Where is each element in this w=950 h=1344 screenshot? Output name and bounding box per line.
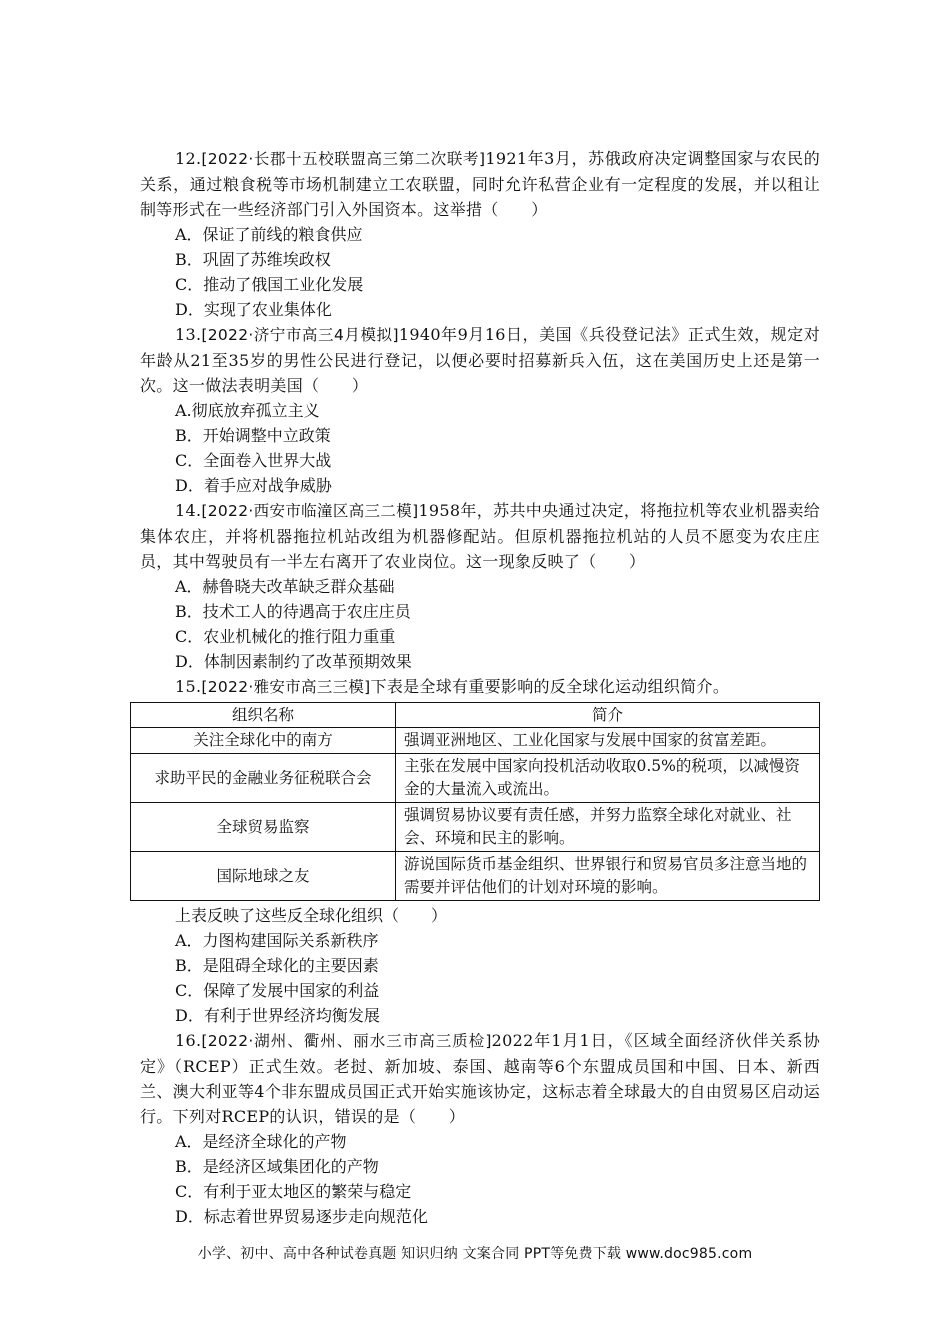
option-d: D．实现了农业集体化	[175, 300, 332, 319]
question-source: [2022·济宁市高三4月模拟]	[201, 326, 399, 344]
question-stem	[140, 674, 820, 700]
option-a: A.彻底放弃孤立主义	[175, 401, 320, 420]
question-13	[140, 322, 820, 498]
table-header-row	[131, 703, 820, 728]
option-c: C．有利于亚太地区的繁荣与稳定	[175, 1182, 412, 1201]
option-b: B．技术工人的待遇高于农庄庄员	[175, 602, 411, 621]
option-c: C．保障了发展中国家的利益	[175, 981, 380, 1000]
question-number: 12.	[175, 149, 202, 168]
question-list	[140, 146, 820, 1229]
question-stem	[140, 1028, 820, 1129]
page-footer: 小学、初中、高中各种试卷真题 知识归纳 文案合同 PPT等免费下载 www.doc985.com	[197, 1246, 753, 1262]
table-row	[131, 754, 820, 803]
question-source: [2022·西安市临潼区高三二模]	[201, 502, 419, 520]
question-source: [2022·雅安市高三三模]	[201, 678, 371, 696]
question-text: 1921年3月，苏俄政府决定调整国家与农民的关系，通过粮食税等市场机制建立工农联盟，同时允许私营企业有一定程度的发展，并以租让制等形式在一些经济部门引入外国资本。这举措（ ）	[140, 149, 820, 219]
option-a: A．保证了前线的粮食供应	[175, 225, 363, 244]
organization-table	[130, 702, 820, 901]
table-cell-name: 全球贸易监察	[131, 803, 396, 852]
table-cell-description: 游说国际货币基金组织、世界银行和贸易官员多注意当地的需要并评估他们的计划对环境的影响。	[396, 852, 820, 901]
option-b: B．开始调整中立政策	[175, 426, 331, 445]
table-cell-name: 国际地球之友	[131, 852, 396, 901]
question-stem	[140, 146, 820, 222]
table-row	[131, 852, 820, 901]
table-cell-description: 主张在发展中国家向投机活动收取0.5%的税项，以减慢资金的大量流入或流出。	[396, 754, 820, 803]
table-cell-description: 强调贸易协议要有责任感，并努力监察全球化对就业、社会、环境和民主的影响。	[396, 803, 820, 852]
table-cell-name: 关注全球化中的南方	[131, 728, 396, 754]
question-number: 16.	[175, 1031, 202, 1050]
option-a: A．是经济全球化的产物	[175, 1132, 347, 1151]
table-cell-description: 强调亚洲地区、工业化国家与发展中国家的贫富差距。	[396, 728, 820, 754]
table-row	[131, 728, 820, 754]
option-a: A．赫鲁晓夫改革缺乏群众基础	[175, 577, 395, 596]
option-b: B．巩固了苏维埃政权	[175, 250, 331, 269]
table-row	[131, 803, 820, 852]
question-prompt: 上表反映了这些反全球化组织（ ）	[175, 906, 448, 925]
question-source: [2022·湖州、衢州、丽水三市高三质检]	[201, 1032, 492, 1050]
option-b: B．是经济区域集团化的产物	[175, 1157, 379, 1176]
column-header: 简介	[396, 703, 820, 728]
option-d: D．体制因素制约了改革预期效果	[175, 652, 412, 671]
question-number: 14.	[175, 501, 202, 520]
question-stem	[140, 498, 820, 574]
column-header: 组织名称	[131, 703, 396, 728]
option-d: D．有利于世界经济均衡发展	[175, 1006, 380, 1025]
question-number: 13.	[175, 325, 202, 344]
question-text: 2022年1月1日，《区域全面经济伙伴关系协定》（RCEP）正式生效。老挝、新加坡、泰国、越南等6个东盟成员国和中国、日本、新西兰、澳大利亚等4个非东盟成员国正式开始实施该协定，这标志着全球最大的自由贸易区启动运行。下列对RCEP的认识，错误的是（ ）	[140, 1031, 820, 1126]
question-12	[140, 146, 820, 322]
option-c: C．农业机械化的推行阻力重重	[175, 627, 396, 646]
question-number: 15.	[175, 677, 202, 696]
question-source: [2022·长郡十五校联盟高三第二次联考]	[201, 150, 486, 168]
question-text: 下表是全球有重要影响的反全球化运动组织简介。	[370, 677, 730, 696]
question-16	[140, 1028, 820, 1229]
option-a: A．力图构建国际关系新秩序	[175, 931, 379, 950]
question-stem	[140, 322, 820, 398]
option-c: C．全面卷入世界大战	[175, 451, 332, 470]
option-b: B．是阻碍全球化的主要因素	[175, 956, 379, 975]
option-d: D．标志着世界贸易逐步走向规范化	[175, 1207, 428, 1226]
question-text: 1940年9月16日，美国《兵役登记法》正式生效，规定对年龄从21至35岁的男性公民进行登记，以便必要时招募新兵入伍，这在美国历史上还是第一次。这一做法表明美国（ ）	[140, 325, 820, 395]
question-15	[140, 674, 820, 1028]
question-14	[140, 498, 820, 674]
question-text: 1958年，苏共中央通过决定，将拖拉机等农业机器卖给集体农庄，并将机器拖拉机站改组为机器修配站。但原机器拖拉机站的人员不愿变为农庄庄员，其中驾驶员有一半左右离开了农业岗位。这一现象反映了（ ）	[140, 501, 820, 571]
option-c: C．推动了俄国工业化发展	[175, 275, 364, 294]
option-d: D．着手应对战争威胁	[175, 476, 332, 495]
table-cell-name: 求助平民的金融业务征税联合会	[131, 754, 396, 803]
